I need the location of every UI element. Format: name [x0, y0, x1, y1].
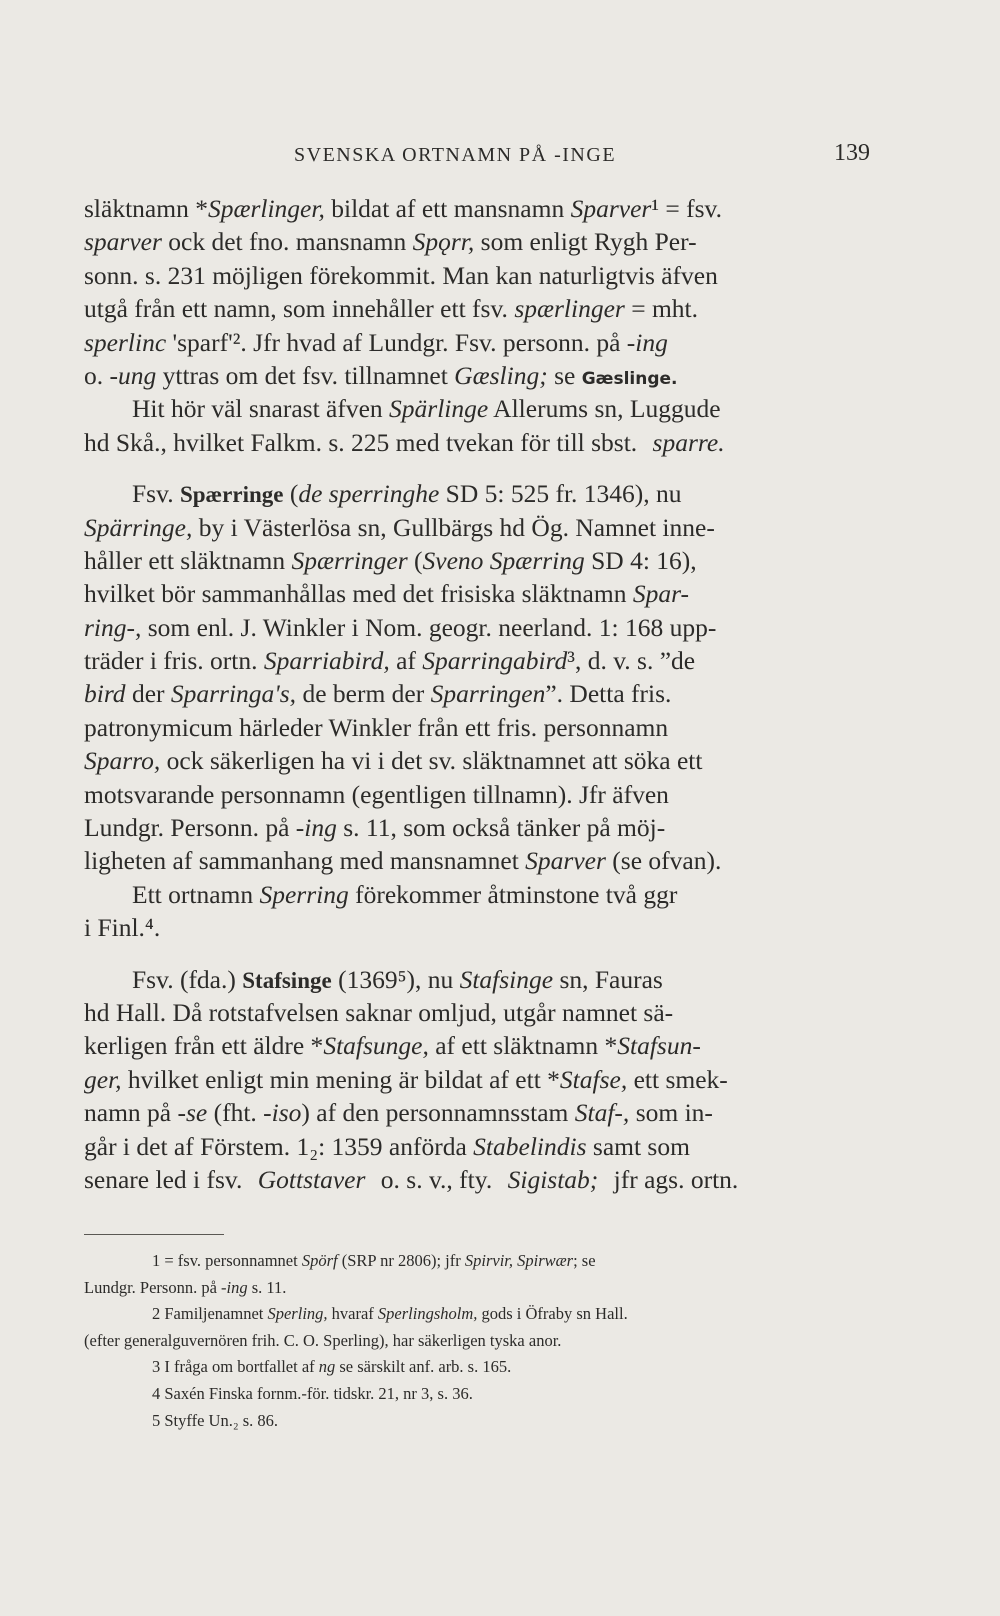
text-run: samt som: [586, 1131, 690, 1161]
text-run: Fsv.: [132, 479, 180, 509]
text-line: [84, 844, 870, 877]
text-run: af: [389, 646, 423, 676]
italic-text: -ing: [295, 813, 337, 843]
text-run: hd Hall. Då rotstafvelsen saknar omljud, utgår namnet sä-: [84, 997, 674, 1027]
text-line: [84, 811, 870, 844]
text-run: by i Västerlösa sn, Gullbärgs hd Ög. Namnet inne-: [192, 512, 715, 542]
footnote-line: [84, 1354, 870, 1381]
text-line: [84, 677, 870, 710]
italic-text: Gottstaver: [257, 1164, 366, 1194]
italic-text: sparver: [84, 227, 162, 257]
text-run: (SRP nr 2806); jfr: [337, 1251, 465, 1270]
text-run: (1369⁵), nu: [331, 964, 460, 994]
text-run: namn på: [84, 1098, 178, 1128]
footnotes: [84, 1248, 870, 1434]
text-line: [84, 1130, 870, 1163]
italic-text: -ing: [221, 1277, 248, 1297]
text-line: [84, 359, 870, 392]
text-line: [84, 392, 870, 425]
headword: Spærringe: [179, 482, 284, 508]
italic-text: Spörf: [301, 1251, 338, 1270]
italic-text: bird: [84, 679, 126, 709]
text-run: som enligt Rygh Per-: [474, 227, 697, 257]
paragraph-gap: [84, 945, 870, 963]
text-line: [84, 996, 870, 1029]
footnote-line: [84, 1248, 870, 1275]
footnote-line: [84, 1328, 870, 1355]
text-run: 2 Familjenamnet: [152, 1304, 268, 1324]
text-run: (: [407, 545, 423, 575]
italic-text: Sperling,: [267, 1304, 328, 1324]
italic-text: Gæsling;: [454, 360, 548, 390]
footnote-line: [84, 1381, 870, 1408]
italic-text: Sparringen: [430, 679, 546, 709]
text-run: sonn. s. 231 möjligen förekommit. Man kan naturligtvis äfven: [84, 260, 718, 290]
text-run: ; se: [573, 1251, 596, 1270]
text-run: der: [125, 679, 171, 709]
text-line: [84, 963, 870, 996]
italic-text: Spærlinger,: [207, 194, 325, 223]
text-run: yttras om det fsv. tillnamnet: [156, 360, 455, 390]
italic-text: sparre.: [652, 427, 725, 457]
italic-text: Spar-: [632, 579, 689, 609]
italic-text: -iso: [263, 1098, 302, 1128]
italic-text: Sparro,: [84, 746, 161, 776]
text-run: Allerums sn, Luggude: [488, 394, 721, 424]
body-text: [84, 192, 870, 1196]
text-line: [84, 1063, 870, 1096]
italic-text: Spirvir, Spirwær: [464, 1251, 574, 1270]
text-line: [84, 778, 870, 811]
text-run: som enl. J. Winkler i Nom. geogr. neerland. 1: 168 upp-: [141, 612, 717, 642]
italic-text: ng: [318, 1357, 336, 1377]
italic-text: Sigistab;: [507, 1164, 599, 1194]
headword: Stafsinge: [242, 967, 332, 993]
italic-text: Stafse,: [559, 1064, 628, 1094]
text-run: se: [547, 360, 582, 390]
text-run: 1 = fsv. personnamnet: [152, 1251, 302, 1270]
text-run: hd Skå., hvilket Falkm. s. 225 med tvekan för till sbst.: [84, 427, 644, 457]
text-run: bildat af ett mansnamn: [324, 194, 571, 223]
text-run: går i det af Förstem. 1₂: 1359 anförda: [84, 1131, 474, 1161]
italic-text: Sveno Spærring: [422, 545, 585, 575]
text-line: [84, 1029, 870, 1062]
italic-text: sperlinc: [84, 327, 167, 357]
text-line: [84, 878, 870, 911]
text-run: o. s. v., fty.: [374, 1164, 499, 1194]
text-run: af ett släktnamn *: [428, 1031, 618, 1061]
text-line: [84, 292, 870, 325]
text-run: 4 Saxén Finska fornm.-för. tidskr. 21, nr 3, s. 36.: [152, 1383, 473, 1403]
text-run: i Finl.⁴.: [84, 913, 161, 943]
text-line: [84, 544, 870, 577]
text-run: hvilket enligt min mening är bildat af ett *: [121, 1064, 560, 1094]
text-run: Gæslinge.: [581, 368, 678, 389]
italic-text: -ing: [626, 327, 668, 357]
text-run: 5 Styffe Un.₂ s. 86.: [152, 1410, 278, 1430]
text-line: [84, 644, 870, 677]
text-run: motsvarande personnamn (egentligen tillnamn). Jfr äfven: [84, 779, 669, 809]
text-line: [84, 911, 870, 944]
text-run: SD 5: 525 fr. 1346), nu: [439, 479, 682, 509]
footnote-line: [84, 1275, 870, 1302]
footnote-rule: [84, 1234, 224, 1235]
italic-text: -se: [177, 1098, 208, 1128]
text-run: Lundgr. Personn. på: [84, 813, 296, 843]
text-run: (fht.: [207, 1098, 264, 1128]
text-run: håller ett släktnamn: [84, 545, 292, 575]
text-line: [84, 611, 870, 644]
text-run: ock det fno. mansnamn: [161, 227, 413, 257]
text-line: [84, 1163, 870, 1196]
text-run: förekommer åtminstone två ggr: [348, 879, 678, 909]
text-line: [84, 477, 870, 510]
text-line: [84, 744, 870, 777]
italic-text: Sparver: [525, 846, 606, 876]
text-run: ock säkerligen ha vi i det sv. släktnamnet att söka ett: [160, 746, 703, 776]
text-run: kerligen från ett äldre *: [84, 1031, 324, 1061]
text-line: [84, 511, 870, 544]
italic-text: Spärlinge: [389, 394, 489, 424]
italic-text: Spǫrr,: [412, 227, 475, 257]
italic-text: Stafsinge: [459, 964, 554, 994]
italic-text: Sparver: [570, 194, 652, 223]
italic-text: de sperringhe: [298, 479, 440, 509]
italic-text: Spærringer: [291, 545, 408, 575]
italic-text: spærlinger: [514, 294, 625, 324]
italic-text: Stafsunge,: [323, 1031, 429, 1061]
paragraph-gap: [84, 459, 870, 477]
text-run: se särskilt anf. arb. s. 165.: [335, 1357, 512, 1377]
text-run: Ett ortnamn: [132, 879, 260, 909]
italic-text: Sparringabird: [422, 646, 568, 676]
text-run: s. 11, som också tänker på möj-: [336, 813, 666, 843]
italic-text: -ung: [109, 360, 157, 390]
page-number: 139: [834, 140, 870, 166]
text-run: de berm der: [296, 679, 431, 709]
footnote-line: [84, 1408, 870, 1435]
text-run: som in-: [629, 1098, 713, 1128]
page-header: [84, 140, 870, 176]
text-run: ”. Detta fris.: [545, 679, 672, 709]
text-run: träder i fris. ortn.: [84, 646, 264, 676]
text-line: [84, 1096, 870, 1129]
text-line: [84, 577, 870, 610]
italic-text: Sperlingsholm,: [377, 1304, 478, 1324]
running-title: SVENSKA ORTNAMN PÅ -INGE: [294, 144, 617, 166]
italic-text: Spärringe,: [84, 512, 193, 542]
text-run: (efter generalguvernören frih. C. O. Sperling), har säkerligen tyska anor.: [84, 1330, 562, 1350]
text-run: SD 4: 16),: [584, 545, 697, 575]
italic-text: ger,: [84, 1064, 122, 1094]
text-run: Fsv. (fda.): [132, 964, 243, 994]
footnote-line: [84, 1301, 870, 1328]
text-line: [84, 259, 870, 292]
text-run: hvaraf: [327, 1304, 378, 1324]
italic-text: Staf-,: [574, 1098, 630, 1128]
text-run: 'sparf'². Jfr hvad af Lundgr. Fsv. personn. på: [166, 327, 627, 357]
text-line: [84, 326, 870, 359]
text-run: ¹ = fsv.: [651, 194, 722, 223]
text-run: släktnamn *: [84, 194, 208, 223]
text-run: hvilket bör sammanhållas med det frisiska släktnamn: [84, 579, 633, 609]
text-run: Lundgr. Personn. på: [84, 1277, 222, 1297]
text-run: Hit hör väl snarast äfven: [132, 394, 390, 424]
text-run: (: [283, 479, 299, 509]
text-run: jfr ags. ortn.: [607, 1164, 739, 1194]
text-line: [84, 711, 870, 744]
text-run: s. 11.: [247, 1277, 287, 1297]
italic-text: Stafsun-: [617, 1031, 701, 1061]
italic-text: Sparriabird,: [263, 646, 390, 676]
text-run: sn, Fauras: [553, 964, 663, 994]
text-run: utgå från ett namn, som innehåller ett fsv.: [84, 294, 515, 324]
text-run: ) af den personnamnsstam: [301, 1098, 575, 1128]
text-run: ett smek-: [627, 1064, 728, 1094]
text-run: senare led i fsv.: [84, 1164, 249, 1194]
text-run: patronymicum härleder Winkler från ett fris. personnamn: [84, 712, 669, 742]
italic-text: Sperring: [259, 879, 349, 909]
text-run: ligheten af sammanhang med mansnamnet: [84, 846, 526, 876]
text-line: [84, 426, 870, 459]
text-line: [84, 225, 870, 258]
italic-text: Stabelindis: [473, 1131, 587, 1161]
text-run: o.: [84, 360, 110, 390]
text-run: gods i Öfraby sn Hall.: [477, 1304, 628, 1324]
text-run: = mht.: [624, 294, 699, 324]
text-run: (se ofvan).: [605, 846, 722, 876]
italic-text: ring-,: [84, 612, 142, 642]
text-run: 3 I fråga om bortfallet af: [152, 1357, 319, 1377]
text-run: ³, d. v. s. ”de: [567, 646, 696, 676]
text-line: [84, 192, 870, 225]
italic-text: Sparringa's,: [170, 679, 297, 709]
